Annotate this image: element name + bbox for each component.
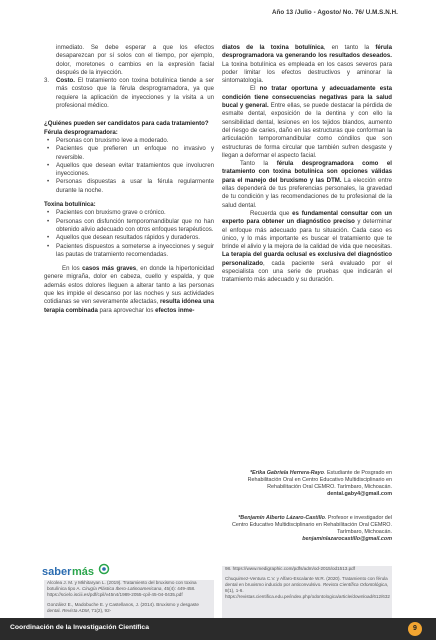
text-run: La toxina botulínica es empleada en los casos severos para poder limitar los efectos destructivos y aminorar la sintomatología. (222, 60, 392, 85)
bold-run: casos más graves (82, 265, 137, 273)
ref-text: Alcolea J. M. y Mkhitaryan L. (2019). Tratamiento del bruxismo con toxina botulínica tipo A. (47, 580, 197, 591)
right-column (222, 44, 392, 285)
bold-run: férula desprogramadora va generando los resultados deseados. (222, 44, 392, 60)
text-run: , en donde la hipertonicidad genere migraña, dolor en cabeza, cuello y espalda, y que además estos dolores lleguen a alterar tanto a las personas que les impide el descanso por las noches y sus actividades cotidianas se ven severamente afectadas, (44, 265, 214, 306)
bold-run: no tratar oportuna y adecuadamente esta condición tiene consecuencias negativas para la salud bucal y general. (222, 85, 392, 110)
author-credit (222, 470, 392, 498)
paragraph (44, 265, 214, 315)
list-item: • Personas con bruxismo leve a moderado. (44, 137, 214, 145)
sabermas-logo-graphic (42, 563, 112, 579)
author-affiliation: . Profesor e investigador del Centro Educativo Multidisciplinario en Rehabilitación Oral CEMRO. Tarímbaro, Michoacán. (232, 515, 392, 536)
section-question: ¿Quiénes pueden ser candidatos para cada tratamiento? (44, 120, 209, 128)
text-run: Recuerda que (250, 209, 293, 217)
ferula-list (44, 137, 214, 195)
toxina-list (44, 209, 214, 259)
footer-title: Coordinación de la Investigación Científica (10, 624, 149, 631)
text-run: En los (62, 265, 83, 273)
ref-journal: Revista ADM (62, 608, 89, 613)
ref-text: , 8(1), 1-6. https://revistas.cientifica.edu.pe/index.php/odontologica/article/download/612/632 (225, 582, 390, 599)
item-bold: Costo. (56, 77, 75, 85)
text-run: y determinar el enfoque más adecuado para tu situación. Cada caso es único, y lo más importante es buscar el tratamiento que te brinde el alivio y la mejora de la calidad de vida que necesitas. (222, 218, 392, 251)
page-number-badge: 9 (408, 622, 422, 636)
text-run: para aprovechar los (97, 306, 156, 314)
ref-journal: Revista Científica Odontológica (322, 582, 387, 587)
list-item: • Pacientes que prefieren un enfoque no invasivo y reversible. (44, 145, 214, 162)
ref-text: Chuquimez-Ventura C.V. y Alfaro-Escalante W.R. (2020). Tratamiento con férula dental en bruxismo inducido por anticonvulsivo. (225, 576, 388, 587)
ref-text: , 71(2), 92- (88, 608, 112, 613)
left-column (44, 44, 214, 315)
bold-run: efectos inme- (155, 306, 195, 314)
page-footer (0, 618, 436, 640)
bold-run: férula desprogramadora como el tratamiento con toxina botulínica son opciones válidas para el manejo del bruxismo y las DTM. (222, 160, 392, 184)
text-run: Tanto la (240, 160, 277, 168)
author-email[interactable]: dental.gaby4@gmail.com (327, 491, 392, 498)
reference (47, 602, 211, 614)
references-right (222, 566, 392, 620)
list-item: • Aquellos que desean resultados rápidos y duraderos. (44, 234, 214, 242)
text-run: El (250, 85, 260, 93)
svg-text:más: más (72, 566, 95, 578)
author-affiliation: . Estudiante de Posgrado en Rehabilitación Oral en Centro Educativo Multidisciplinario en Rehabilitación Oral CEMRO. Tarímbaro, Michoacán. (247, 470, 392, 491)
paragraph (222, 210, 392, 285)
author-name: *Erika Gabriela Herrera-Rayo (249, 470, 324, 476)
ref-journal: Cirugía Plástica Ibero-Latinoamericana (82, 586, 162, 591)
ref-text: 98. https://www.medigraphic.com/pdfs/adm/od-2015/od1513.pdf (225, 566, 355, 571)
bold-run: La terapia del guarda oclusal es exclusiva del diagnóstico personalizado (222, 251, 392, 267)
bold-run: diatos de la toxina botulínica (222, 44, 324, 51)
ref-text: , 45(4): 449-458. https://scielo.isciii.es/pdf/cpil/v45n4/1989-2055-cpil-45-04-0435.pdf (47, 586, 196, 597)
list-item: • Aquellos que desean evitar tratamientos que involucren inyecciones. (44, 162, 214, 179)
author-email[interactable]: benjaminlazarocastillo@gmail.com (302, 536, 392, 543)
toxina-heading: Toxina botulínica: (44, 201, 96, 209)
reference (225, 576, 389, 600)
text-run: , en tanto la (323, 44, 376, 51)
item-body: El tratamiento con toxina botulínica tiende a ser más costoso que la férula desprogramadora, ya que requiere la aplicación de inyecciones y la visita a un profesional médico. (56, 77, 214, 110)
svg-text:saber: saber (42, 566, 72, 578)
bold-run: resulta idónea una terapia combinada (44, 298, 214, 314)
ref-text: González E., Madobuche E. y Castellanos, J. (2014). Bruxismo y desgaste dental. (47, 602, 199, 613)
paragraph (222, 160, 392, 210)
list-item: • Pacientes con bruxismo grave o crónico. (44, 209, 214, 217)
paragraph (222, 44, 392, 85)
reference (225, 566, 389, 572)
list-item: • Personas dispuestas a usar la férula regularmente durante la noche. (44, 178, 214, 195)
text-run: La elección entre ellas dependerá de tus preferencias personales, la gravedad de tu condición y las recomendaciones de tu profesional de la salud dental. (222, 176, 392, 209)
references-left (44, 580, 214, 620)
author-name: *Benjamín Alberto Lázaro-Castillo (238, 515, 325, 521)
ferula-heading: Férula desprogramadora: (44, 128, 118, 136)
item-text (56, 77, 214, 110)
text-run: Entre ellas, se puede destacar la pérdida de esmalte dental, exposición de la dentina y con ello la sensibilidad dental, lesiones en los tejidos blandos, aumento del riesgo de caries, daño en las estructuras que conforman la articulación temporomandibular como cóndilos que son estructuras de forma circular que también sufren desgaste y llegan a deformar el aspecto facial. (222, 102, 392, 159)
text-run: , cada paciente será evaluado por el especialista con una serie de pruebas que indicarán el tratamiento más adecuado y su duración. (222, 259, 392, 284)
author-credit (222, 515, 392, 543)
list-item: • Pacientes dispuestos a someterse a inyecciones y seguir las pautas de tratamiento recomendadas. (44, 243, 214, 260)
list-item: • Personas con disfunción temporomandibular que no han obtenido alivio adecuado con otros enfoques terapéuticos. (44, 218, 214, 235)
paragraph (222, 85, 392, 160)
bold-run: es fundamental consultar con un experto para obtener un diagnóstico preciso (222, 209, 392, 226)
reference (47, 580, 211, 598)
numbered-item (44, 77, 214, 110)
paragraph: inmediato. Se debe esperar a que los efectos desaparezcan por sí solos con el tiempo, por ejemplo, dolor, moretones o cambios en la expresión facial después de la inyección. (56, 44, 214, 76)
sabermas-logo (42, 563, 112, 579)
item-number: 3. (44, 77, 50, 85)
page-header: Año 13 /Julio - Agosto/ No. 76/ U.M.S.N.H. (271, 9, 398, 16)
